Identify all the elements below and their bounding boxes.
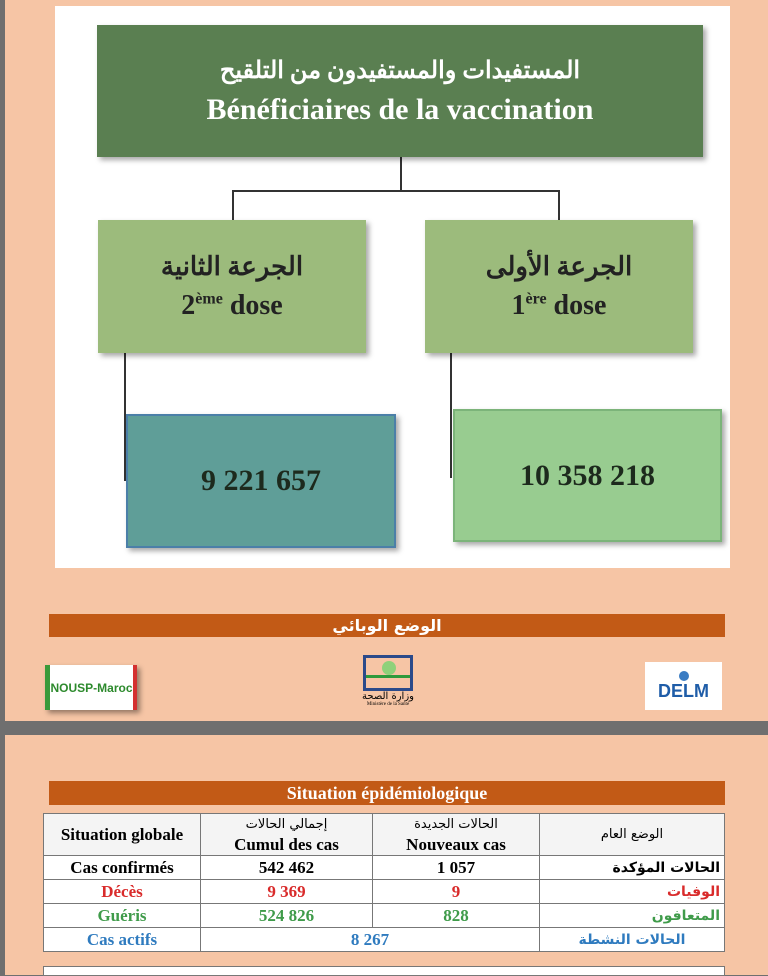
dose1-value-box [453, 409, 722, 542]
ministry-name-fr: Ministère de la Santé [366, 702, 410, 707]
epi-table [43, 813, 725, 952]
header-new: الحالات الجديدة Nouveaux cas [373, 814, 540, 856]
epidemic-situation-bar: الوضع الوبائي [49, 614, 725, 637]
dose1-box [425, 220, 693, 353]
delm-logo [645, 662, 722, 710]
row-new: 1 057 [373, 856, 540, 880]
header-cumul: إجمالي الحالات Cumul des cas [201, 814, 373, 856]
table-row [44, 904, 725, 928]
row-label-ar: الحالات النشطة [540, 928, 725, 952]
nousp-logo: NOUSP-Maroc [45, 665, 137, 710]
row-label: Cas confirmés [44, 856, 201, 880]
title-arabic: المستفيدات والمستفيدون من التلقيح [219, 57, 581, 84]
row-cumul: 524 826 [201, 904, 373, 928]
ministry-emblem-icon [363, 655, 413, 691]
next-box-edge [43, 966, 725, 976]
header-ar: الوضع العام [540, 814, 725, 856]
row-active-value: 8 267 [201, 928, 540, 952]
row-label-ar: الحالات المؤكدة [540, 856, 725, 880]
row-label: Décès [44, 880, 201, 904]
dose2-label-fr: 2ème dose [181, 289, 283, 321]
row-cumul: 542 462 [201, 856, 373, 880]
row-label: Cas actifs [44, 928, 201, 952]
row-label: Guéris [44, 904, 201, 928]
dose2-value: 9 221 657 [201, 464, 321, 497]
table-row [44, 880, 725, 904]
dose1-label-fr: 1ère dose [511, 289, 607, 321]
table-row [44, 856, 725, 880]
dose1-label-ar: الجرعة الأولى [485, 251, 633, 281]
delm-text: DELM [658, 680, 709, 701]
delm-drop-icon [679, 671, 689, 681]
epi-title-bar: Situation épidémiologique [49, 781, 725, 805]
dose1-value: 10 358 218 [520, 458, 655, 492]
dose2-label-ar: الجرعة الثانية [160, 251, 304, 281]
row-label-ar: المتعافون [540, 904, 725, 928]
vaccination-title-box [97, 25, 703, 157]
dose2-value-box [126, 414, 396, 548]
table-row [44, 928, 725, 952]
row-cumul: 9 369 [201, 880, 373, 904]
title-french: Bénéficiaires de la vaccination [206, 92, 594, 126]
row-new: 9 [373, 880, 540, 904]
ministry-name-ar: وزارة الصحة [362, 691, 414, 702]
table-header [44, 814, 725, 856]
dose2-box [98, 220, 366, 353]
header-situation: Situation globale [44, 814, 201, 856]
ministry-logo [358, 655, 418, 720]
row-new: 828 [373, 904, 540, 928]
row-label-ar: الوفيات [540, 880, 725, 904]
